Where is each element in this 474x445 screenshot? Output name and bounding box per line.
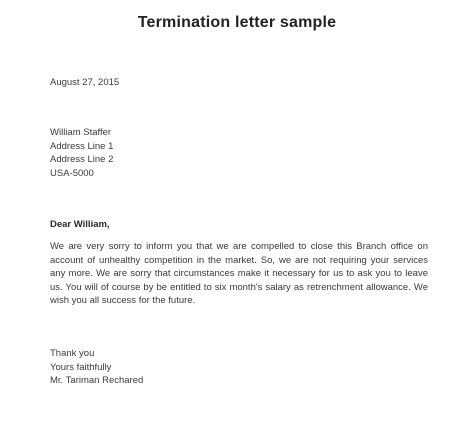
letter-date: August 27, 2015 — [50, 77, 120, 88]
closing-thanks: Thank you — [50, 348, 95, 359]
address-country-zip: USA-5000 — [50, 167, 94, 179]
address-line-2: Address Line 2 — [50, 154, 114, 165]
letter-body: We are very sorry to inform you that we are compelled to close this Branch office on account of unhealthy competition in the market. So, we are not requiring your services any more. We are sorry that circumstances make it necessary for us to ask you to leave us. You will of course by be entitled to six month's salary as retrenchment allowance. We wish you all success for the future. — [50, 241, 428, 306]
closing-valediction: Yours faithfully — [50, 361, 112, 373]
letter-title: Termination letter sample — [137, 14, 337, 31]
salutation: Dear William, — [50, 219, 110, 230]
closing-block — [50, 347, 143, 388]
recipient-name: William Staffer — [50, 127, 112, 138]
signatory-name: Mr. Tariman Rechared — [50, 375, 144, 386]
address-line-1: Address Line 1 — [50, 140, 114, 152]
recipient-address-block — [50, 126, 113, 180]
